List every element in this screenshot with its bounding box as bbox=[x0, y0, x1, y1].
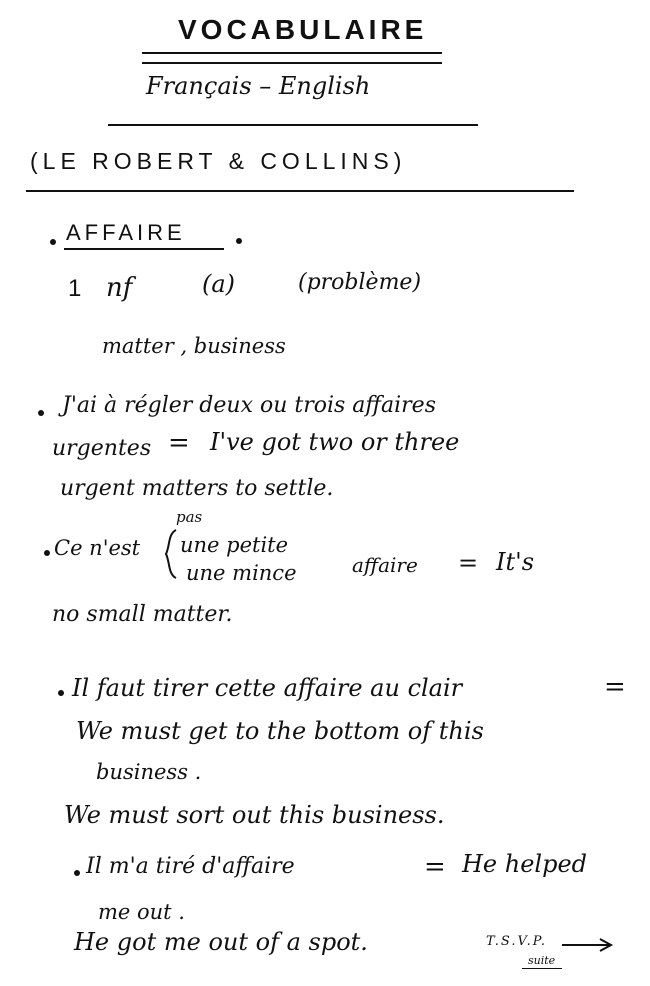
example-2-alt-b: une mince bbox=[186, 561, 297, 585]
language-pair-subtitle: Français – English bbox=[146, 72, 371, 100]
example-3-fr: Il faut tirer cette affaire au clair bbox=[72, 674, 463, 702]
example-2-equals: = bbox=[458, 549, 479, 577]
example-2-en: It's bbox=[496, 548, 535, 576]
choice-brace bbox=[160, 528, 180, 580]
subtitle-underline bbox=[108, 124, 478, 126]
continuation-label: suite bbox=[528, 954, 556, 967]
subsense-label: (a) bbox=[202, 270, 236, 298]
example-3-en-2: We must sort out this business. bbox=[64, 801, 445, 829]
example-3-en-1-cont: business . bbox=[96, 760, 202, 784]
example-4-en-1: He helped bbox=[462, 850, 588, 878]
context-label: (problème) bbox=[298, 270, 422, 295]
headword-underline bbox=[64, 248, 224, 250]
headword: AFFAIRE bbox=[66, 220, 186, 245]
example-1-fr-cont: urgentes bbox=[52, 436, 152, 461]
grammar-label: nf bbox=[106, 273, 133, 303]
bullet-dot bbox=[38, 410, 44, 416]
example-2-en-cont: no small matter. bbox=[52, 602, 233, 627]
example-1-en-cont: urgent matters to settle. bbox=[60, 476, 334, 501]
bullet-dot bbox=[58, 690, 64, 696]
bullet-dot bbox=[74, 870, 80, 876]
title-underline-1 bbox=[142, 52, 442, 54]
turn-over-note: T.S.V.P. bbox=[486, 934, 547, 949]
page-title: VOCABULAIRE bbox=[178, 14, 428, 45]
source-underline bbox=[26, 190, 574, 192]
example-1-fr: J'ai à régler deux ou trois affaires bbox=[62, 393, 436, 418]
example-2-alt-top: pas bbox=[176, 508, 203, 526]
title-underline-2 bbox=[142, 62, 442, 64]
example-3-equals: = bbox=[604, 672, 626, 702]
translation-text: matter , business bbox=[102, 334, 286, 358]
example-2-fr-start: Ce n'est bbox=[54, 536, 141, 560]
example-1-equals: = bbox=[168, 428, 190, 458]
example-4-en-2: He got me out of a spot. bbox=[74, 928, 368, 956]
example-4-en-1-cont: me out . bbox=[98, 900, 185, 924]
example-2-alt-a: une petite bbox=[180, 533, 289, 557]
example-1-en: I've got two or three bbox=[210, 428, 460, 456]
example-2-fr-end: affaire bbox=[352, 553, 418, 577]
example-3-en-1: We must get to the bottom of this bbox=[76, 717, 484, 745]
bullet-dot bbox=[44, 550, 50, 556]
example-4-equals: = bbox=[424, 852, 446, 882]
sense-number: 1 bbox=[68, 275, 82, 302]
dictionary-source: (LE ROBERT & COLLINS) bbox=[30, 148, 407, 174]
example-4-fr: Il m'a tiré d'affaire bbox=[86, 854, 295, 879]
bullet-dot bbox=[236, 238, 242, 244]
suite-underline bbox=[522, 968, 562, 969]
right-arrow-icon bbox=[562, 937, 614, 953]
bullet-dot bbox=[50, 239, 56, 245]
